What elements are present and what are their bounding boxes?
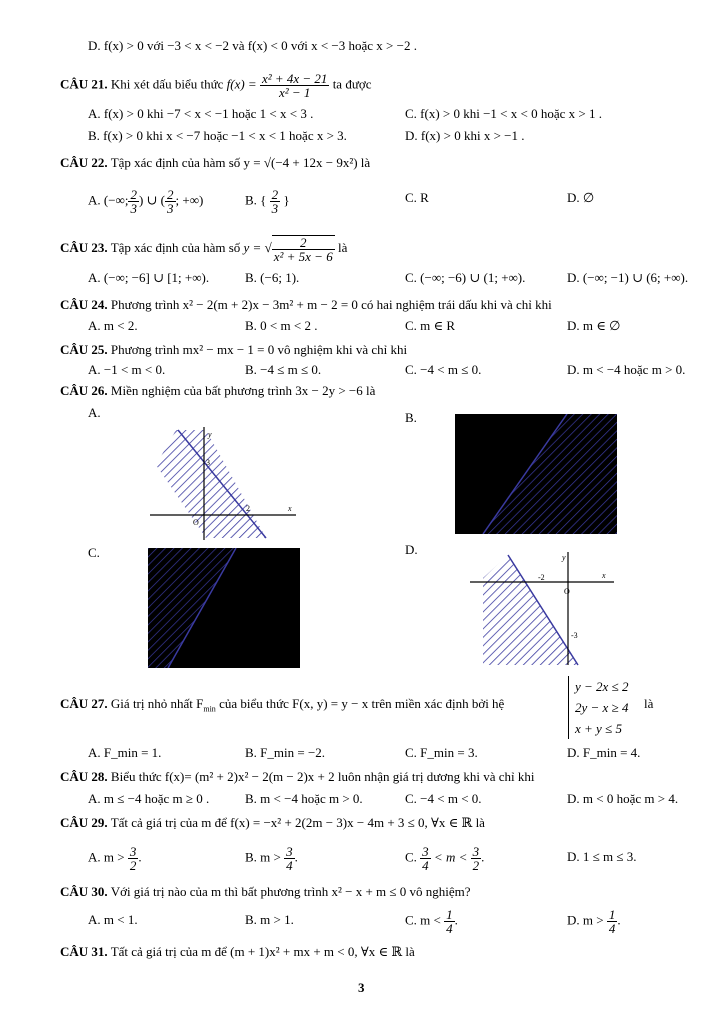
q30-text: Với giá trị nào của m thì bất phương trình x² − x + m ≤ 0 vô nghiệm?	[110, 884, 471, 899]
q28-label: CÂU 28.	[60, 769, 108, 784]
q28-option-d[interactable]: D. m < 0 hoặc m > 4.	[567, 791, 679, 806]
q21-tail: ta được	[332, 76, 372, 92]
q27-tail: là	[644, 696, 654, 711]
q22-option-b[interactable]: B. { $\frac{2}{3}$ }	[245, 187, 290, 216]
q28-option-c[interactable]: C. −4 < m < 0.	[405, 791, 482, 806]
q27-text2: của biểu thức F(x, y) = y − x trên miền xác định bởi hệ	[219, 696, 505, 711]
q30-stem	[60, 884, 471, 900]
graph-a-shaded-region	[156, 430, 266, 538]
q25-text: Phương trình mx² − mx − 1 = 0 vô nghiệm khi và chỉ khi	[110, 342, 408, 357]
graph-a-tick-2: 2	[246, 504, 250, 513]
graph-d-y-label: y	[562, 553, 566, 562]
q21-stem	[60, 72, 372, 99]
q24-option-a[interactable]: A. m < 2.	[88, 318, 138, 333]
q20-option-d: D. f(x) > 0 với −3 < x < −2 và f(x) < 0 với x < −3 hoặc x > −2 .	[88, 38, 417, 53]
q25-option-c[interactable]: C. −4 < m ≤ 0.	[405, 362, 482, 377]
q23-label: CÂU 23.	[60, 239, 108, 255]
q29-option-c[interactable]: C. $\frac{3}{4}$ < m < $\frac{3}{2}$ .	[405, 844, 485, 873]
q27-system-2: 2y − x ≥ 4	[575, 700, 629, 715]
q26-graph-d[interactable]	[468, 550, 616, 668]
q26-graph-c[interactable]	[148, 548, 300, 668]
q30-option-b[interactable]: B. m > 1.	[245, 912, 294, 927]
q29-option-b[interactable]: B. m > $\frac{3}{4}$ .	[245, 844, 298, 873]
q21-option-c[interactable]: C. f(x) > 0 khi −1 < x < 0 hoặc x > 1 .	[405, 106, 602, 121]
q21-option-a[interactable]: A. f(x) > 0 khi −7 < x < −1 hoặc 1 < x < 3 .	[88, 106, 314, 121]
page-number: 3	[358, 980, 365, 995]
q27-text: Giá trị nhỏ nhất F	[110, 696, 204, 711]
q27-option-c[interactable]: C. F_min = 3.	[405, 745, 478, 760]
graph-d-tick-neg3: -3	[571, 631, 578, 640]
q23-text: Tập xác định của hàm số	[110, 239, 241, 255]
q28-text: Biểu thức f(x)= (m² + 2)x² − 2(m − 2)x + 2 luôn nhận giá trị dương khi và chỉ khi	[110, 769, 535, 784]
q22-option-a[interactable]: A. (−∞; $\frac{2}{3}$ ) ∪ ( $\frac{2}{3}$ ; +∞)	[88, 187, 204, 216]
q30-option-d[interactable]: D. m > $\frac{1}{4}$ .	[567, 907, 621, 936]
q24-stem	[60, 297, 552, 313]
q29-text: Tất cả giá trị của m để f(x) = −x² + 2(2m − 3)x − 4m + 3 ≤ 0, ∀x ∈ ℝ là	[110, 815, 485, 830]
q31-text: Tất cả giá trị của m để (m + 1)x² + mx + m < 0, ∀x ∈ ℝ là	[110, 944, 415, 959]
q24-option-b[interactable]: B. 0 < m < 2 .	[245, 318, 318, 333]
q21-text: Khi xét dấu biểu thức	[110, 76, 224, 92]
graph-d-x-label: x	[602, 571, 606, 580]
q26-option-d-label[interactable]: D.	[405, 542, 418, 557]
q21-option-d[interactable]: D. f(x) > 0 khi x > −1 .	[405, 128, 525, 143]
q29-option-a[interactable]: A. m > $\frac{3}{2}$ .	[88, 844, 142, 873]
q30-option-a[interactable]: A. m < 1.	[88, 912, 138, 927]
q21-label: CÂU 21.	[60, 76, 108, 92]
q24-option-d[interactable]: D. m ∈ ∅	[567, 318, 621, 333]
q24-option-c[interactable]: C. m ∈ R	[405, 318, 456, 333]
graph-d-shaded-region	[483, 555, 578, 665]
q24-label: CÂU 24.	[60, 297, 108, 312]
q26-graph-a[interactable]	[148, 425, 298, 543]
q28-option-b[interactable]: B. m < −4 hoặc m > 0.	[245, 791, 363, 806]
q28-stem	[60, 769, 535, 785]
q27-option-a[interactable]: A. F_min = 1.	[88, 745, 162, 760]
q30-label: CÂU 30.	[60, 884, 108, 899]
q25-option-d[interactable]: D. m < −4 hoặc m > 0.	[567, 362, 686, 377]
q22-option-c[interactable]: C. R	[405, 190, 429, 205]
graph-d-origin: O	[564, 587, 570, 596]
q28-option-a[interactable]: A. m ≤ −4 hoặc m ≥ 0 .	[88, 791, 210, 806]
q27-label: CÂU 27.	[60, 696, 108, 711]
q31-stem	[60, 944, 415, 960]
graph-a-x-label: x	[288, 504, 292, 513]
graph-a-tick-3: 3	[206, 458, 210, 467]
q29-option-d[interactable]: D. 1 ≤ m ≤ 3.	[567, 849, 637, 864]
q29-label: CÂU 29.	[60, 815, 108, 830]
graph-a-y-label: y	[208, 430, 212, 439]
q27-system	[568, 676, 628, 739]
q22-label: CÂU 22.	[60, 155, 108, 170]
q26-option-a-label[interactable]: A.	[88, 405, 101, 420]
q26-text: Miền nghiệm của bất phương trình 3x − 2y > −6 là	[110, 383, 376, 398]
q26-label: CÂU 26.	[60, 383, 108, 398]
q21-fx: f(x) =	[226, 76, 257, 92]
q23-option-d[interactable]: D. (−∞; −1) ∪ (6; +∞).	[567, 270, 689, 285]
q24-text: Phương trình x² − 2(m + 2)x − 3m² + m − 2 = 0 có hai nghiệm trái dấu khi và chỉ khi	[110, 297, 552, 312]
q27-stem: CÂU 27. Giá trị nhỏ nhất $F_{min}$ của biểu thức F(x, y) = y − x trên miền xác định bởi hệ	[60, 696, 505, 714]
q26-graph-b[interactable]	[455, 414, 617, 534]
q25-option-b[interactable]: B. −4 ≤ m ≤ 0.	[245, 362, 322, 377]
q26-option-c-label[interactable]: C.	[88, 545, 100, 560]
q26-option-b-label[interactable]: B.	[405, 410, 417, 425]
q27-option-d[interactable]: D. F_min = 4.	[567, 745, 641, 760]
q21-option-b[interactable]: B. f(x) > 0 khi x < −7 hoặc −1 < x < 1 hoặc x > 3.	[88, 128, 347, 143]
q25-stem	[60, 342, 407, 358]
q23-option-c[interactable]: C. (−∞; −6) ∪ (1; +∞).	[405, 270, 526, 285]
q22-stem	[60, 155, 370, 171]
q27-option-b[interactable]: B. F_min = −2.	[245, 745, 326, 760]
q25-option-a[interactable]: A. −1 < m < 0.	[88, 362, 166, 377]
q27-system-3: x + y ≤ 5	[575, 721, 622, 736]
q23-stem: CÂU 23. Tập xác định của hàm số y = √ $\frac{2}{\text{x² + 5x − 6}}$ là	[60, 235, 348, 264]
q25-label: CÂU 25.	[60, 342, 108, 357]
q23-option-b[interactable]: B. (−6; 1).	[245, 270, 300, 285]
q21-fraction: $\frac{\text{x² + 4x − 21}}{\text{x² − 1}}$	[261, 71, 328, 100]
q30-option-c[interactable]: C. m < $\frac{1}{4}$ .	[405, 907, 458, 936]
graph-a-origin: O	[193, 518, 199, 527]
q27-system-1: y − 2x ≤ 2	[575, 679, 629, 694]
q26-stem	[60, 383, 375, 399]
q22-option-d[interactable]: D. ∅	[567, 190, 595, 205]
q29-stem	[60, 815, 485, 831]
q22-text: Tập xác định của hàm số y = √(−4 + 12x − 9x²) là	[110, 155, 371, 170]
q23-option-a[interactable]: A. (−∞; −6] ∪ [1; +∞).	[88, 270, 210, 285]
q31-label: CÂU 31.	[60, 944, 108, 959]
graph-d-tick-neg2: -2	[538, 573, 545, 582]
